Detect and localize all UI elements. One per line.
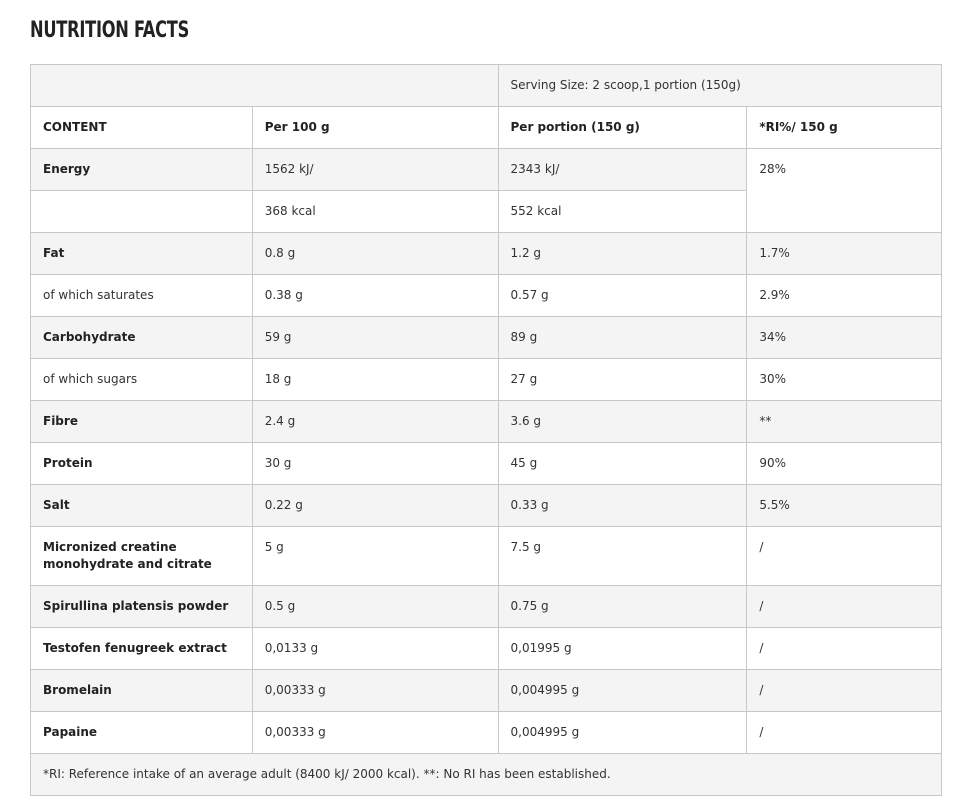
energy-name: Energy [31,149,253,191]
nutrient-per100: 0,00333 g [252,712,498,754]
nutrient-per100: 0.38 g [252,275,498,317]
energy-row [31,149,942,191]
nutrient-per100: 0.5 g [252,586,498,628]
nutrient-ri: 90% [747,443,942,485]
nutrient-portion: 0,004995 g [498,670,747,712]
table-row [31,401,942,443]
header-ri: *RI%/ 150 g [747,107,942,149]
table-row [31,443,942,485]
nutrient-name: of which sugars [31,359,253,401]
nutrient-ri: / [747,670,942,712]
table-row [31,485,942,527]
nutrient-per100: 0,00333 g [252,670,498,712]
nutrient-portion: 0,004995 g [498,712,747,754]
nutrient-ri: 34% [747,317,942,359]
nutrient-ri: / [747,586,942,628]
nutrient-portion: 45 g [498,443,747,485]
serving-row [31,65,942,107]
nutrient-name: Papaine [31,712,253,754]
nutrient-name: Fibre [31,401,253,443]
nutrient-ri: / [747,527,942,586]
nutrient-name: Bromelain [31,670,253,712]
header-per-100g: Per 100 g [252,107,498,149]
table-row [31,628,942,670]
nutrient-portion: 0.33 g [498,485,747,527]
nutrient-name: Fat [31,233,253,275]
nutrient-per100: 0.8 g [252,233,498,275]
nutrient-ri: 1.7% [747,233,942,275]
nutrient-name: Salt [31,485,253,527]
serving-size-cell: Serving Size: 2 scoop,1 portion (150g) [498,65,941,107]
nutrient-per100: 59 g [252,317,498,359]
nutrient-portion: 27 g [498,359,747,401]
energy-per100-kcal: 368 kcal [252,191,498,233]
page-title: NUTRITION FACTS [30,18,190,43]
nutrient-ri: 30% [747,359,942,401]
nutrient-per100: 0,0133 g [252,628,498,670]
footnote: *RI: Reference intake of an average adult (8400 kJ/ 2000 kcal). **: No RI has been established. [31,754,942,796]
table-row [31,275,942,317]
table-row [31,317,942,359]
table-row [31,359,942,401]
nutrient-portion: 7.5 g [498,527,747,586]
nutrient-portion: 3.6 g [498,401,747,443]
nutrient-name: Micronized creatine monohydrate and citrate [31,527,253,586]
nutrient-portion: 89 g [498,317,747,359]
header-row [31,107,942,149]
nutrient-ri: / [747,628,942,670]
nutrient-per100: 0.22 g [252,485,498,527]
table-row [31,527,942,586]
nutrient-portion: 0.57 g [498,275,747,317]
nutrient-portion: 1.2 g [498,233,747,275]
energy-per100-kj: 1562 kJ/ [252,149,498,191]
nutrient-per100: 18 g [252,359,498,401]
nutrient-per100: 2.4 g [252,401,498,443]
energy-kcal-blank [31,191,253,233]
nutrient-name: Testofen fenugreek extract [31,628,253,670]
nutrient-name: Carbohydrate [31,317,253,359]
table-row [31,233,942,275]
nutrient-ri: 5.5% [747,485,942,527]
nutrient-ri: ** [747,401,942,443]
nutrient-name: of which saturates [31,275,253,317]
nutrient-ri: 2.9% [747,275,942,317]
header-content: CONTENT [31,107,253,149]
table-row [31,670,942,712]
energy-ri: 28% [747,149,942,233]
table-row [31,586,942,628]
nutrient-name: Spirullina platensis powder [31,586,253,628]
nutrient-portion: 0,01995 g [498,628,747,670]
serving-blank-cell [31,65,499,107]
header-per-portion: Per portion (150 g) [498,107,747,149]
energy-portion-kcal: 552 kcal [498,191,747,233]
energy-portion-kj: 2343 kJ/ [498,149,747,191]
nutrient-name: Protein [31,443,253,485]
nutrient-portion: 0.75 g [498,586,747,628]
nutrient-per100: 5 g [252,527,498,586]
table-row [31,712,942,754]
nutrition-table [30,64,942,796]
nutrient-ri: / [747,712,942,754]
footnote-row [31,754,942,796]
nutrient-per100: 30 g [252,443,498,485]
